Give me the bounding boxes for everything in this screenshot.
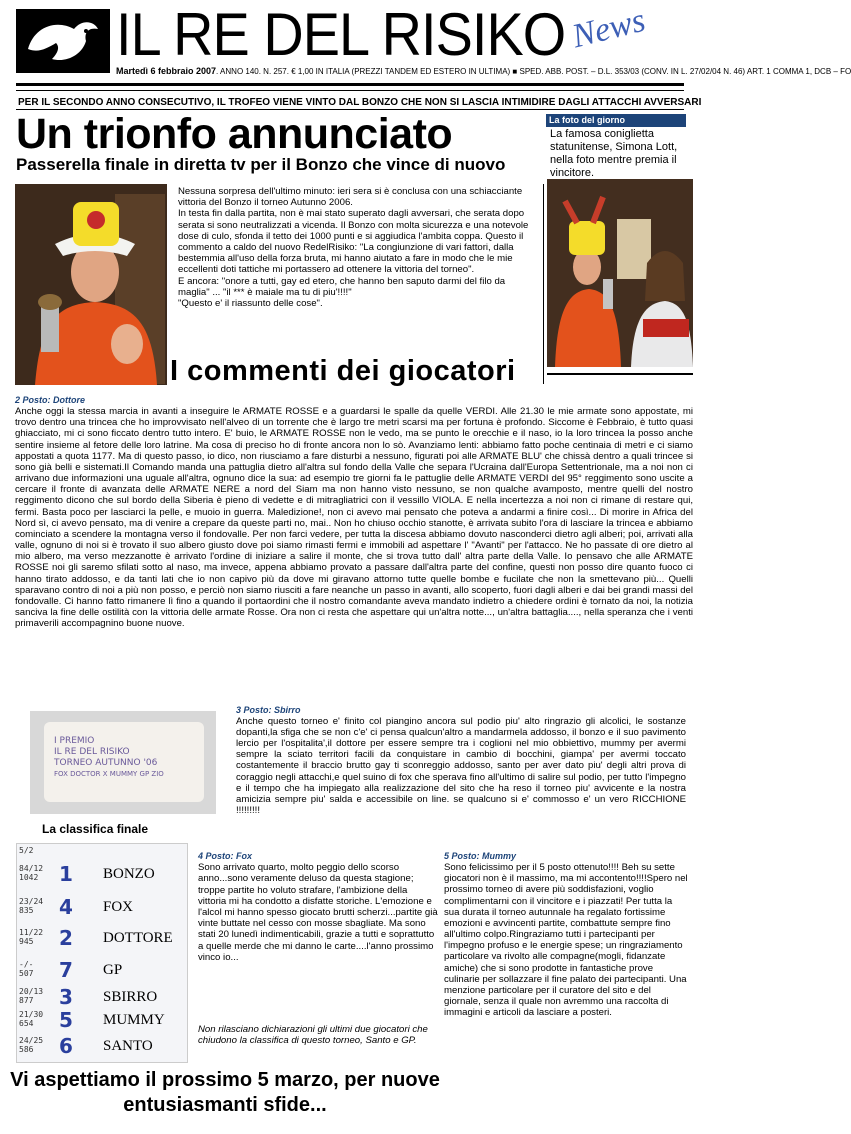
ranking-row — [17, 926, 187, 950]
masthead-rule — [16, 83, 684, 86]
issue-info: . ANNO 140. N. 257. € 1,00 IN ITALIA (PREZZI TANDEM ED ESTERO IN ULTIMA) ■ SPED. ABB. POST. – D.L. 353/03 (CONV. IN L. 27/02/04 N. 46) ART. 1 COMMA 1, DCB – FO — [216, 67, 851, 76]
newspaper-logo — [16, 9, 110, 73]
column-divider — [543, 184, 544, 384]
award-illustration — [547, 179, 693, 367]
ranking-player: SANTO — [103, 1038, 153, 1054]
main-title: Un trionfo annunciato — [16, 110, 453, 158]
ranking-score: 5/2 — [19, 846, 34, 855]
article-note: Non rilasciano dichiarazioni gli ultimi due giocatori che chiudono la classifica di questo torneo, Santo e GP. — [198, 1024, 428, 1047]
foto-del-giorno-label: La foto del giorno — [546, 114, 686, 127]
winner-illustration — [15, 184, 167, 385]
ranking-position: 5 — [59, 1008, 73, 1032]
ranking-position: 7 — [59, 958, 73, 982]
classifica-caption: La classifica finale — [42, 822, 149, 836]
ranking-position: 2 — [59, 926, 73, 950]
ranking-score: -/- 507 — [19, 960, 34, 978]
headline-bar: PER IL SECONDO ANNO CONSECUTIVO, IL TROFEO VIENE VINTO DAL BONZO CHE NON SI LASCIA INTIMIDIRE DAGLI ATTACCHI AVVERSARI — [18, 97, 702, 108]
article-title: 4 Posto: Fox — [198, 851, 253, 861]
ranking-row — [17, 1008, 187, 1032]
intro-paragraph: E ancora: "onore a tutti, gay ed etero, che hanno ben saputo darmi del filo da maglia" ... "il *** è maiale ma tu di piu'!!!!" — [178, 275, 506, 298]
winner-photo — [15, 184, 167, 385]
intro-paragraph: "Questo e' il riassunto delle cose". — [178, 298, 323, 310]
ranking-player: FOX — [103, 899, 134, 915]
ranking-notebook — [16, 843, 188, 1063]
article-body: Sono felicissimo per il 5 posto ottenuto!!!! Beh su sette giocatori non è il massimo, ma mi accontento!!!!Spero nel prossimo torneo di avere più soddisfazioni, voglio complimentarni con il vincitore e i piazzati! Per tutta la sua durata il torneo autunnale ha regalato fortissime emozioni e avvincenti partite, combattute sempre fino all'ultimo colpo.Ringraziamo tutti i partecipanti per l'impegno profuso e le energie spese; un ringraziamento particolare va rivolto alle compagne(mogli, fidanzate amiche) che si sono prodotte in fantastiche prove culinarie per sollazzare il fine palato dei partecipanti. Una menzione particolare per il curatore del sito e del giornale, senza il quale non avremmo una raccolta di immagini e articoli da lasciare a posteri. — [444, 862, 688, 1019]
plaque-line: FOX DOCTOR X MUMMY GP ZIO — [54, 770, 164, 778]
ranking-score: 11/22 945 — [19, 928, 44, 946]
ranking-score: 24/25 586 — [19, 1036, 44, 1054]
dateline — [116, 66, 851, 76]
ranking-position: 1 — [59, 862, 73, 886]
masthead-thin-rule — [16, 90, 684, 91]
trophy-plaque-text — [54, 736, 164, 780]
article-title: 2 Posto: Dottore — [15, 395, 86, 405]
ranking-score: 21/30 654 — [19, 1010, 44, 1028]
ranking-position: 6 — [59, 1034, 73, 1058]
article-body: Sono arrivato quarto, molto peggio dello scorso anno...sono veramente deluso da questa stagione; troppe partite ho voluto strafare, l'ambizione della vittoria mi ha condotto a disfatte storiche. L'emozione e l'alcol mi hanno spesso giocato brutti scherzi...partite già vinte buttate nel cesso con mosse sbagliate. Ma sono stati 20 lunedì indimenticabili, grazie a tutti e soprattutto a quelle merde che mi danno le carte....l'anno prossimo vinco io... — [198, 862, 438, 963]
ranking-position: 4 — [59, 895, 73, 919]
article-mummy — [444, 851, 690, 1018]
article-body: Anche oggi la stessa marcia in avanti a inseguire le ARMATE ROSSE e a guardarsi le spalle da quelle VERDI. Alle 21.30 le mie armate sono appostate, mi trovo dentro una trincea che ho improvvisato nell'alveo di un torrente che è largo tre metri scarsi ma per fortuna è profondo. Siccome è Febbraio, è tutto quasi ghiacciato, mi ci sono ficcato dentro tutto intero. E' buio, le ARMATE ROSSE non le vedo, ma se punto le orecchie e il naso, io la loro trincea la posso anche sentire insieme al fetore delle loro latrine. Ma cosa di preciso ho di fronte ancora non lo sò. Avanziamo lenti: abbiamo fatto poche centinaia di metri e ci siamo appostati a quota 1177. Ma di questo passo, io dico, non riusciamo a fare disturbi a nessuno, figurati poi alle ARMATE BLU' che chissà dentro a quali trincee si sono già belli e sistemati.Il Comando manda una pattuglia dietro all'altra sul fondo della Valle che separa l'Ucraina dall'Europa Settentrionale, ma a noi non ci arrivano due informazioni una uguale all'altra, ognuno dice la sua: ad esempio tre giorni fa le pattuglie delle ARMATE VERDI del 95° reggimento sono uscite a cercare il fronte di avanzata delle ARMATE NERE a nord del Siam ma non hanno visto nessuno, se non qualche avamposto, mentre quelli del nostro reggimento dicono che sul bordo della Siberia è pieno di vedette e di mitragliatrici con il vessillo VIOLA. E nella incertezza a noi non ci rimane di restare qui, fermi. Basta poco per lasciarci la pelle, e muoio in guerra. Maledizione!, non ci avevo mai pensato che poteva a andarmi a finire così... Di morire in Africa del Nord sì, ci avevo pensato, ma di venire a crepare da queste parti no, mai.. Non ho chiuso occhio stanotte, è arrivata subito l'ora di lasciare la trincea e abbiamo cominciato a scendere la montagna verso il fondovalle. Per non farci vedere, per tutta la discesa abbiamo dovuto nasconderci dietro agli alberi; poi, arrivati alla valle, ognuno di noi si è trovato il suo albero giusto dove poi siamo rimasti fermi e immobili ad aspettare l' "Avanti" per l'attacco. Ne ho passate di ore dietro al mio albero, ma verso mezzanotte è arrivato l'ordine di iniziare a salire il monte, che si trova tutto dall' altra parte della Valle. Io pensavo che alle ARMATE ROSSE noi gli saremo sfilati sotto al naso, ma invece, appena abbiamo provato a passare dall'altra parte del confine, questi non posso dire quanto fuoco ci hanno tirato addosso, e da tanti lati che io non capivo più da dove mi giravano attorno tutte quelle bombe e fucilate che non la smettevano più... Quelli sparavano contro di noi a più non posso, e perciò non siamo riusciti a fare neanche un passo in avanti, allo scoperto, fuori dagli alberi e dai bei grandi massi del fondovalle. Ci hanno fatto rimanere lì fino a quando il portaordini che il nostro comandante aveva mandato indietro a chiedere ordini è tornato da noi, la notizia sanciva la fine delle ostilità con la vittoria delle armate Rosse. Ora non ci resta che aspettare qui un'altra notte..., un'altra battaglia...., nella speranza che i venti primaverili accompagnino buone nuove. — [15, 406, 693, 630]
ranking-position: 3 — [59, 985, 73, 1009]
ranking-player: DOTTORE — [103, 930, 173, 946]
foto-del-giorno-photo — [547, 179, 693, 367]
article-dottore — [15, 395, 693, 629]
ranking-row — [17, 985, 187, 1009]
ranking-score: 84/12 1042 — [19, 864, 44, 882]
issue-date: Martedì 6 febbraio 2007 — [116, 66, 217, 76]
intro-paragraph: In testa fin dalla partita, non è mai stato superato dagli avversari, che serata dopo serata si sono neutralizzati a vicenda. Il Bonzo con molta sicurezza e una notevole dose di culo, sfonda il tetto dei 1000 punti e si aggiudica l'ambita coppa. Questo il commento a caldo del nuovo RedelRisiko: "La congiunzione di vari fattori, dalla bestemmia all'uso della forza bruta, mi hanno aiutato a fare in modo che le mie eccellenti doti tattiche mi portassero ad ottenere la vittoria del torneo". — [178, 208, 529, 276]
photo-rule — [547, 373, 693, 375]
ranking-score: 20/13 877 — [19, 987, 44, 1005]
ranking-player: GP — [103, 962, 123, 978]
newspaper-title: IL RE DEL RISIKO — [116, 1, 566, 68]
ranking-row — [17, 895, 187, 919]
article-title: 3 Posto: Sbirro — [236, 705, 301, 715]
plaque-line: TORNEO AUTUNNO '06 — [54, 758, 158, 768]
comments-section-title: I commenti dei giocatori — [170, 355, 516, 387]
footer-announcement: Vi aspettiamo il prossimo 5 marzo, per nuove entusiasmanti sfide... — [10, 1069, 440, 1116]
ranking-row — [17, 958, 187, 982]
intro-paragraph: Nessuna sorpresa dell'ultimo minuto: ieri sera si è conclusa con una schiacciante vittoria del Bonzo il torneo Autunno 2006. — [178, 186, 523, 209]
ranking-player: SBIRRO — [103, 989, 158, 1005]
plaque-line: I PREMIO — [54, 736, 95, 746]
ranking-row — [17, 1034, 187, 1058]
ranking-score: 23/24 835 — [19, 897, 44, 915]
article-body: Anche questo torneo e' finito col piangino ancora sul podio piu' alto ringrazio gli alcolici, le sostanze dopanti,la sfiga che se non c'e' ci pensa qualcun'altro a mandarmela addosso, il bonzo e il suo pavimento lercio per l'ospitalita',il dottore per essere sempre tra i coglioni nel mio obbiettivo, mummy per avermi sempre la sciato territori facili da conquistare in cambio di bocchini, giampa' per avermi toccato costantemente il braccio brutto gay ti sconreggio addosso, santo per aver dato piu' degli altri prova di coraggio negli attacchi,e quel suino di fox che sperava fino all'ultimo di salire sul podio, per tutto l'impegno e il tempo che ha impiegato alla realizzazione del sito che ha reso il torneo piu' avvicente e la nostra amicizia sempre piu' salda e accessibile on line. se qualcuno si e' commosso e' un vero RICCHIONE !!!!!!!!! — [236, 716, 686, 816]
ranking-row — [17, 862, 187, 886]
sub-title: Passerella finale in diretta tv per il Bonzo che vince di nuovo — [16, 155, 506, 174]
intro-article — [178, 186, 533, 309]
bird-emblem-icon — [16, 9, 110, 73]
ranking-player: BONZO — [103, 866, 155, 882]
ranking-player: MUMMY — [103, 1012, 165, 1028]
article-sbirro — [236, 705, 686, 816]
article-fox — [198, 851, 438, 963]
plaque-line: IL RE DEL RISIKO — [54, 747, 130, 757]
news-label: News — [568, 1, 649, 56]
foto-del-giorno-caption: La famosa coniglietta statunitense, Simona Lott, nella foto mentre premia il vincitore. — [550, 128, 678, 179]
article-title: 5 Posto: Mummy — [444, 851, 517, 861]
